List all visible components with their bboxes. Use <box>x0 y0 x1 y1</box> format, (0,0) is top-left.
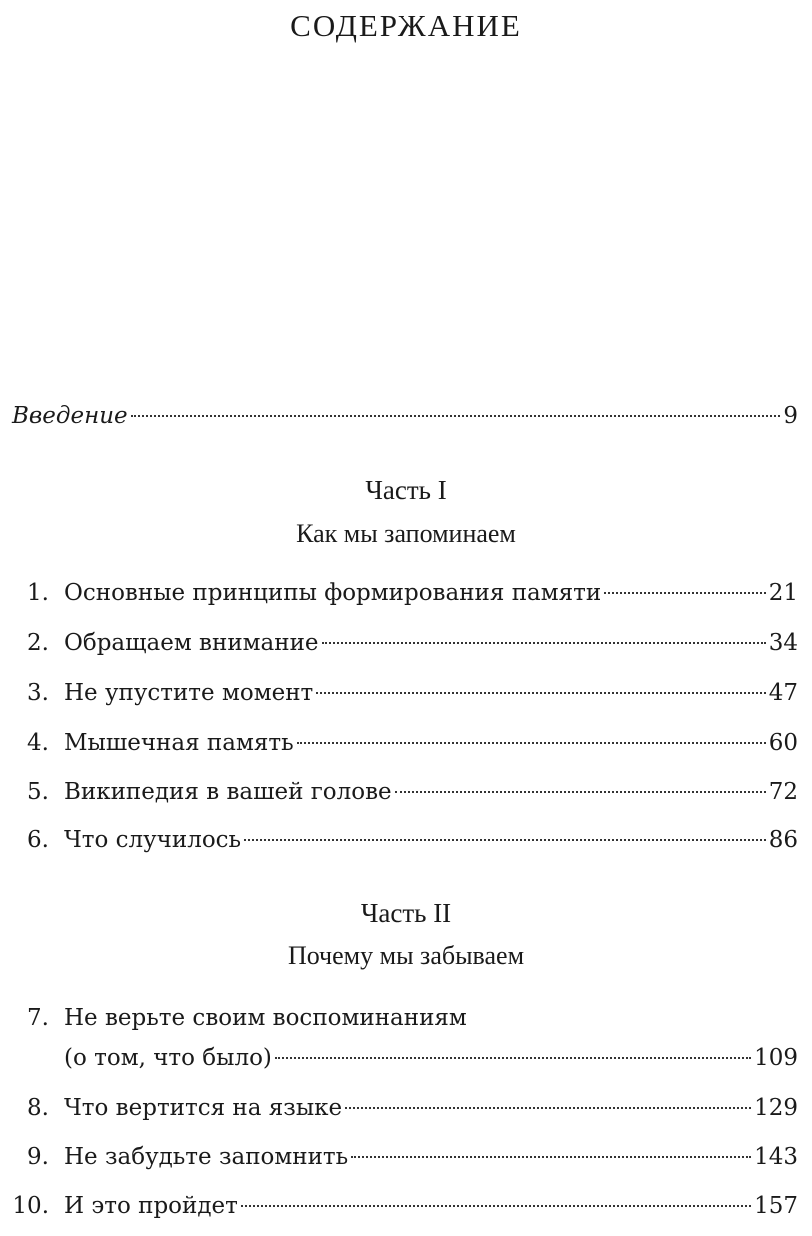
chapter-number: 7. <box>27 1005 49 1031</box>
toc-entry-title: Введение <box>12 403 128 429</box>
chapter-number: 5. <box>27 779 49 805</box>
dot-leader <box>275 1057 751 1059</box>
toc-entry-title: Что случилось <box>64 827 242 853</box>
toc-entry-title: Мышечная память <box>64 730 294 756</box>
toc-page-number: 47 <box>768 680 798 706</box>
toc-entry[interactable] <box>0 774 812 810</box>
chapter-number: 9. <box>27 1144 49 1170</box>
toc-page-number: 34 <box>768 630 798 656</box>
chapter-number: 4. <box>27 730 49 756</box>
toc-page-number: 21 <box>768 580 798 606</box>
page-title: СОДЕРЖАНИЕ <box>290 8 522 43</box>
dot-leader <box>241 1205 751 1207</box>
toc-entry[interactable] <box>0 725 812 761</box>
dot-leader <box>345 1107 751 1109</box>
toc-entry-intro[interactable] <box>0 398 812 434</box>
toc-entry[interactable] <box>0 625 812 661</box>
toc-entry-title: Не верьте своим воспоминаниям <box>64 1005 467 1031</box>
toc-entry-title-continued: (о том, что было) <box>64 1045 272 1071</box>
chapter-number: 6. <box>27 827 49 853</box>
toc-entry[interactable] <box>0 575 812 611</box>
chapter-number: 8. <box>27 1095 49 1121</box>
dot-leader <box>244 839 766 841</box>
dot-leader <box>604 592 766 594</box>
toc-page-number: 9 <box>783 403 798 429</box>
toc-entry-title: Обращаем внимание <box>64 630 319 656</box>
chapter-number: 10. <box>12 1193 49 1219</box>
dot-leader <box>316 692 765 694</box>
toc-entry[interactable] <box>0 1090 812 1126</box>
toc-entry-title: Википедия в вашей голове <box>64 779 392 805</box>
toc-entry-title: Основные принципы формирования памяти <box>64 580 602 606</box>
part-title: Как мы запоминаем <box>296 519 516 548</box>
dot-leader <box>322 642 766 644</box>
toc-page-number: 72 <box>768 779 798 805</box>
part-label: Часть I <box>365 475 447 505</box>
dot-leader <box>297 742 766 744</box>
toc-page-number: 109 <box>754 1045 798 1071</box>
toc-entry-title: И это пройдет <box>64 1193 238 1219</box>
toc-entry[interactable] <box>0 822 812 858</box>
toc-entry[interactable] <box>0 1139 812 1175</box>
toc-page-number: 157 <box>754 1193 798 1219</box>
part-title: Почему мы забываем <box>287 941 525 970</box>
chapter-number: 1. <box>27 580 49 606</box>
toc-page-number: 143 <box>754 1144 798 1170</box>
toc-entry[interactable] <box>0 1188 812 1224</box>
chapter-number: 3. <box>27 680 49 706</box>
toc-page-number: 60 <box>768 730 798 756</box>
toc-entry-title: Что вертится на языке <box>64 1095 343 1121</box>
toc-entry-title: Не упустите момент <box>64 680 314 706</box>
toc-entry-line[interactable] <box>0 1000 812 1036</box>
toc-entry-title: Не забудьте запомнить <box>64 1144 349 1170</box>
toc-entry[interactable] <box>0 1040 812 1076</box>
dot-leader <box>131 415 781 417</box>
dot-leader <box>351 1156 751 1158</box>
dot-leader <box>395 791 766 793</box>
toc-entry[interactable] <box>0 675 812 711</box>
chapter-number: 2. <box>27 630 49 656</box>
toc-page-number: 129 <box>754 1095 798 1121</box>
part-label: Часть II <box>360 898 452 928</box>
toc-page-number: 86 <box>768 827 798 853</box>
